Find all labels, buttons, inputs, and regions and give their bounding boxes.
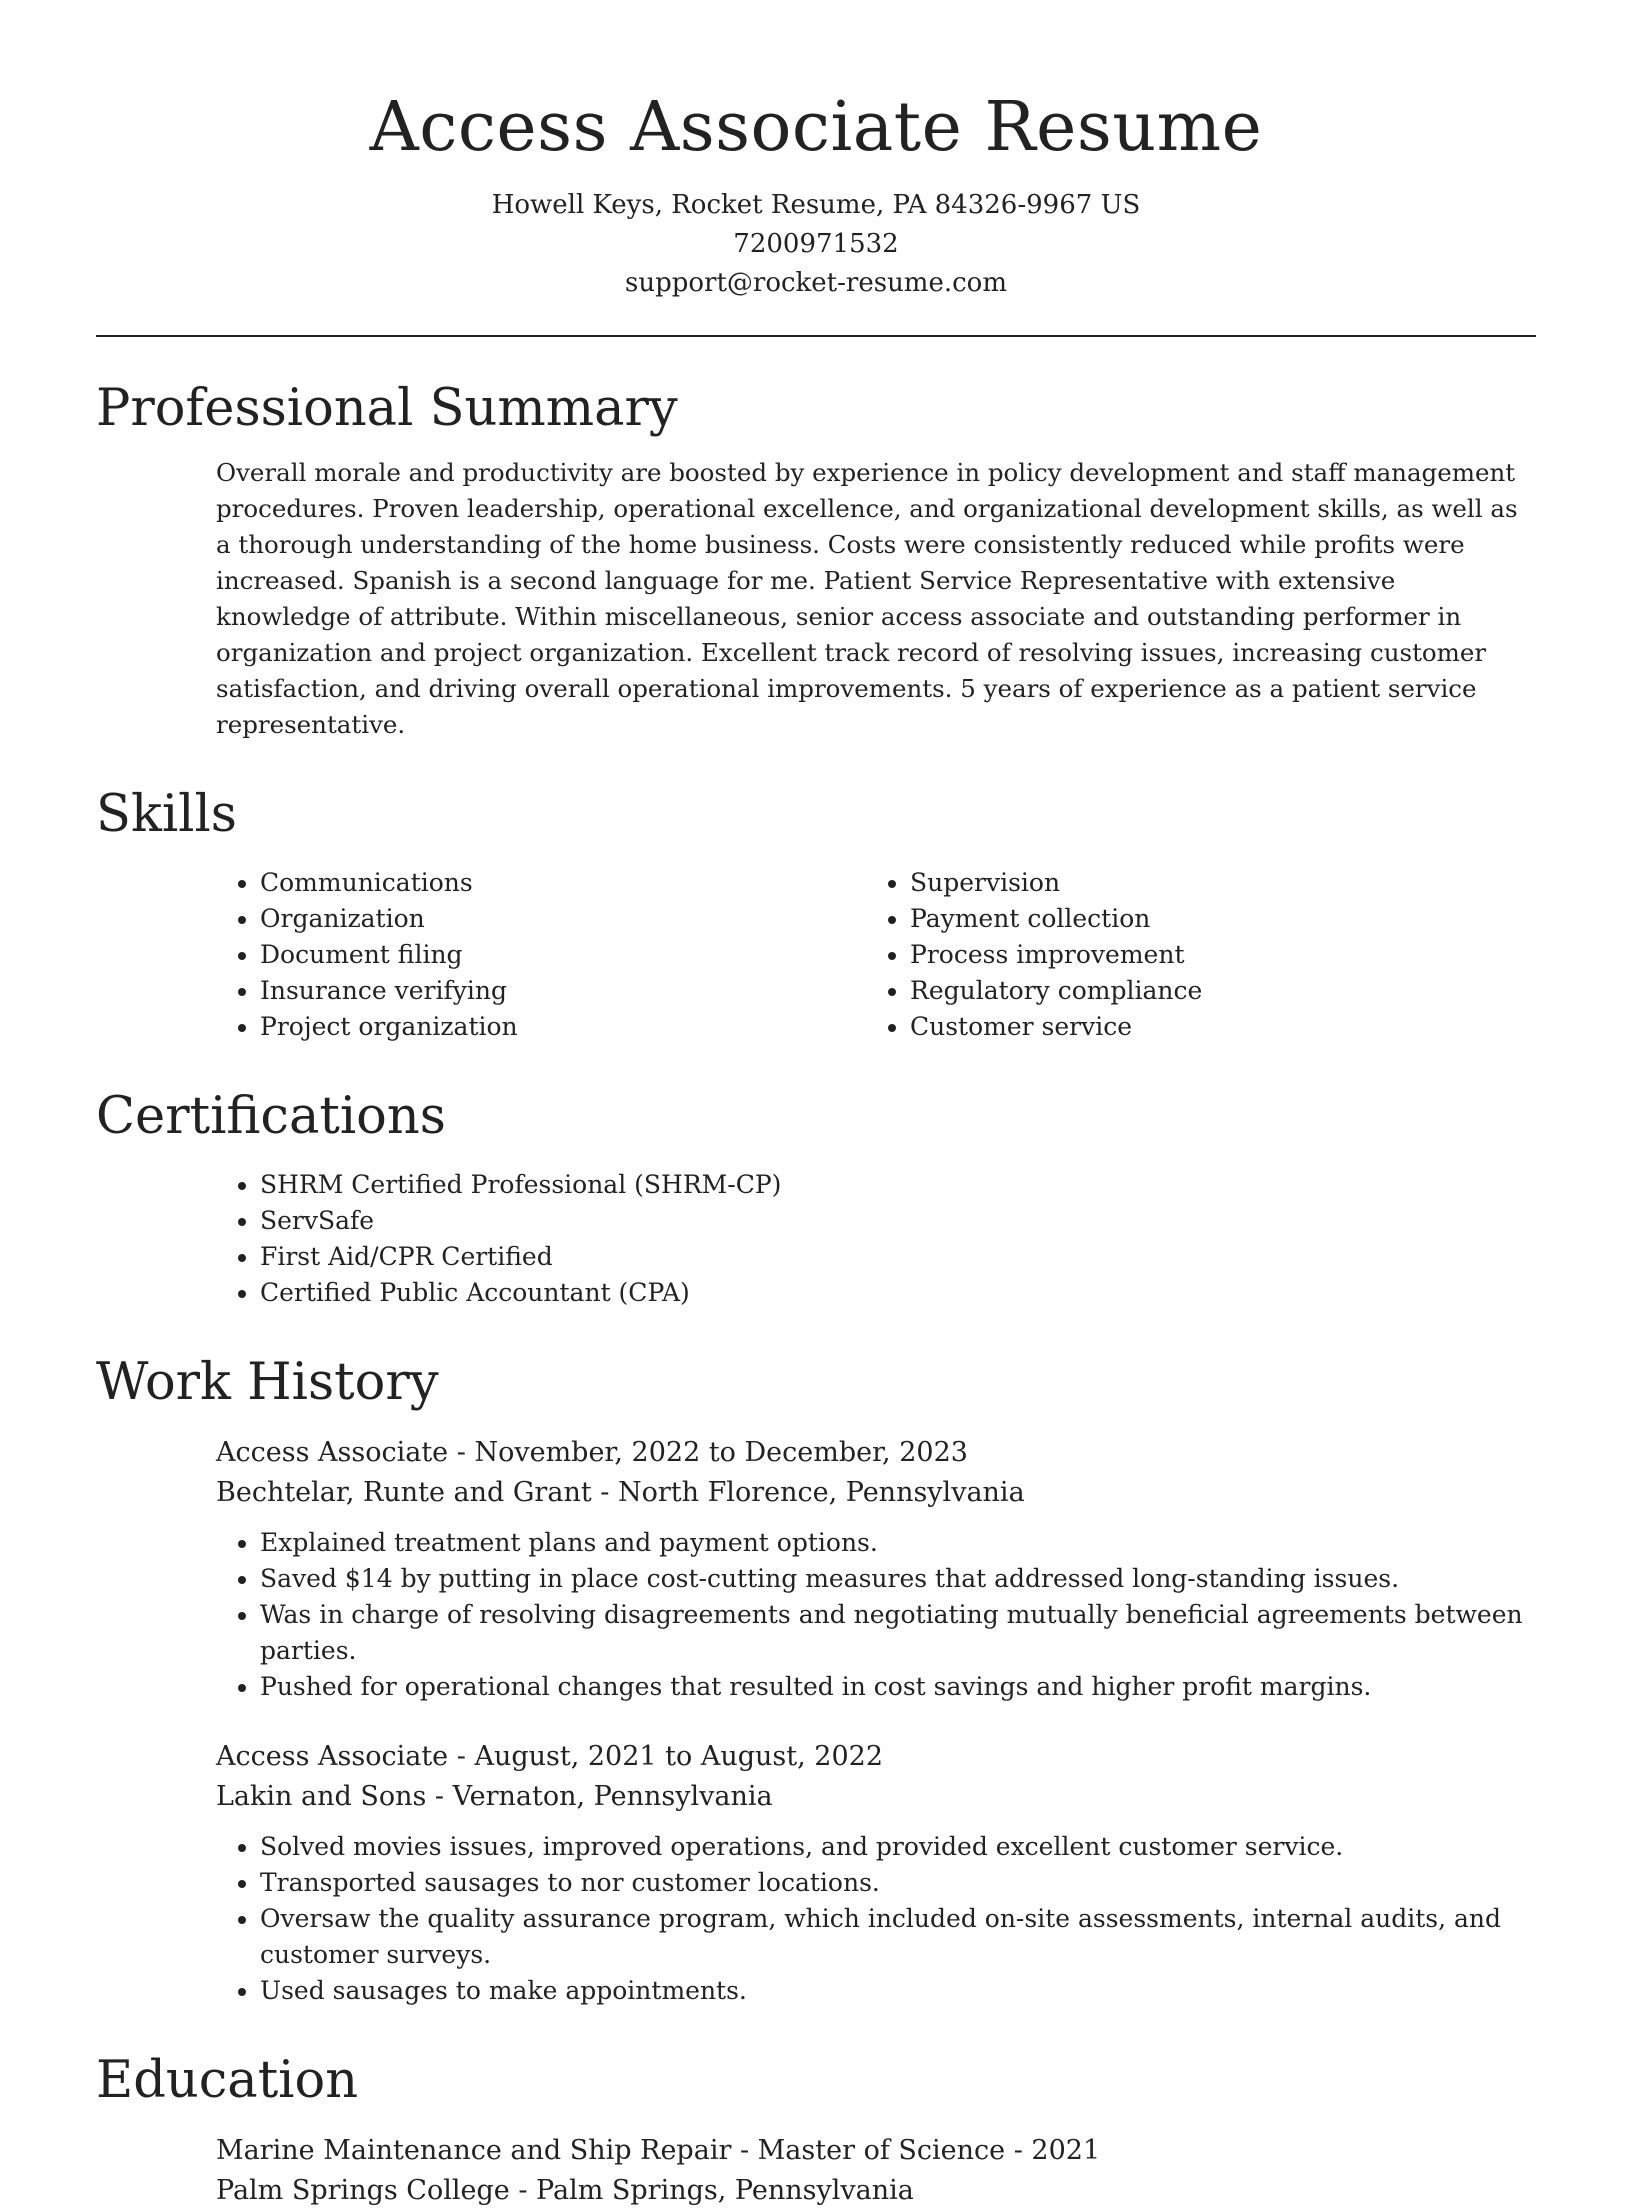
skills-list-left: [216, 865, 866, 1045]
job-bullet: • Solved movies issues, improved operations, and provided excellent customer service.: [260, 1829, 1536, 1865]
job-bullet: • Transported sausages to nor customer locations.: [260, 1865, 1536, 1901]
work-history-heading: Work History: [96, 1353, 439, 1412]
skill-item: • Regulatory compliance: [910, 973, 1516, 1009]
job-title-line: Access Associate - August, 2021 to August, 2022: [216, 1741, 884, 1772]
skills-section: [96, 783, 1536, 1045]
summary-section: [96, 377, 1536, 743]
job-bullet: • Explained treatment plans and payment options.: [260, 1525, 1536, 1561]
certification-item: • First Aid/CPR Certified: [260, 1239, 1536, 1275]
job-entry: [216, 1433, 1536, 1705]
skill-item: • Customer service: [910, 1009, 1516, 1045]
contact-email: support@rocket-resume.com: [624, 268, 1007, 298]
skills-columns: [216, 865, 1536, 1045]
job-bullets: [216, 1525, 1536, 1705]
job-bullet: • Saved $14 by putting in place cost-cutting measures that addressed long-standing issues.: [260, 1561, 1536, 1597]
skill-item: • Document filing: [260, 937, 866, 973]
summary-text: Overall morale and productivity are boosted by experience in policy development and staff management procedures. Proven leadership, operational excellence, and organizational development skills, as well as a thorough understanding of the home business. Costs were consistently reduced while profits were increased. Spanish is a second language for me. Patient Service Representative with extensive knowledge of attribute. Within miscellaneous, senior access associate and outstanding performer in organization and project organization. Excellent track record of resolving issues, increasing customer satisfaction, and driving overall operational improvements. 5 years of experience as a patient service representative.: [216, 458, 1518, 739]
job-bullet: • Was in charge of resolving disagreements and negotiating mutually beneficial agreements between parties.: [260, 1597, 1536, 1669]
certification-item: • ServSafe: [260, 1203, 1536, 1239]
contact-block: [96, 186, 1536, 303]
certification-item: • Certified Public Accountant (CPA): [260, 1275, 1536, 1311]
skill-item: • Organization: [260, 901, 866, 937]
skill-item: • Process improvement: [910, 937, 1516, 973]
job-company-line: Bechtelar, Runte and Grant - North Florence, Pennsylvania: [216, 1477, 1025, 1508]
job-title-line: Access Associate - November, 2022 to December, 2023: [216, 1437, 968, 1468]
certifications-section: [96, 1085, 1536, 1311]
certification-item: • SHRM Certified Professional (SHRM-CP): [260, 1167, 1536, 1203]
education-section: [96, 2049, 1536, 2211]
skill-item: • Communications: [260, 865, 866, 901]
resume-title: Access Associate Resume: [369, 88, 1263, 167]
skill-item: • Supervision: [910, 865, 1516, 901]
job-bullet: • Used sausages to make appointments.: [260, 1973, 1536, 2009]
resume-page: [96, 0, 1536, 2206]
job-bullet: • Oversaw the quality assurance program, which included on-site assessments, internal audits, and customer surveys.: [260, 1901, 1536, 1973]
header-divider: [96, 335, 1536, 337]
contact-address: Howell Keys, Rocket Resume, PA 84326-9967 US: [491, 190, 1141, 220]
skill-item: • Project organization: [260, 1009, 866, 1045]
skills-heading: Skills: [96, 785, 237, 844]
summary-heading: Professional Summary: [96, 379, 678, 438]
job-company-line: Lakin and Sons - Vernaton, Pennsylvania: [216, 1781, 773, 1812]
certifications-heading: Certifications: [96, 1087, 446, 1146]
education-degree-line: Marine Maintenance and Ship Repair - Master of Science - 2021: [216, 2135, 1101, 2166]
contact-phone: 7200971532: [733, 229, 899, 259]
certifications-list: [216, 1167, 1536, 1311]
job-bullet: • Pushed for operational changes that resulted in cost savings and higher profit margins.: [260, 1669, 1536, 1705]
education-school-line: Palm Springs College - Palm Springs, Pennsylvania: [216, 2175, 914, 2206]
job-entry: [216, 1737, 1536, 2009]
skill-item: • Payment collection: [910, 901, 1516, 937]
skills-list-right: [866, 865, 1516, 1045]
job-bullets: [216, 1829, 1536, 2009]
work-history-section: [96, 1351, 1536, 2009]
education-heading: Education: [96, 2051, 359, 2110]
skill-item: • Insurance verifying: [260, 973, 866, 1009]
resume-header: [96, 86, 1536, 303]
